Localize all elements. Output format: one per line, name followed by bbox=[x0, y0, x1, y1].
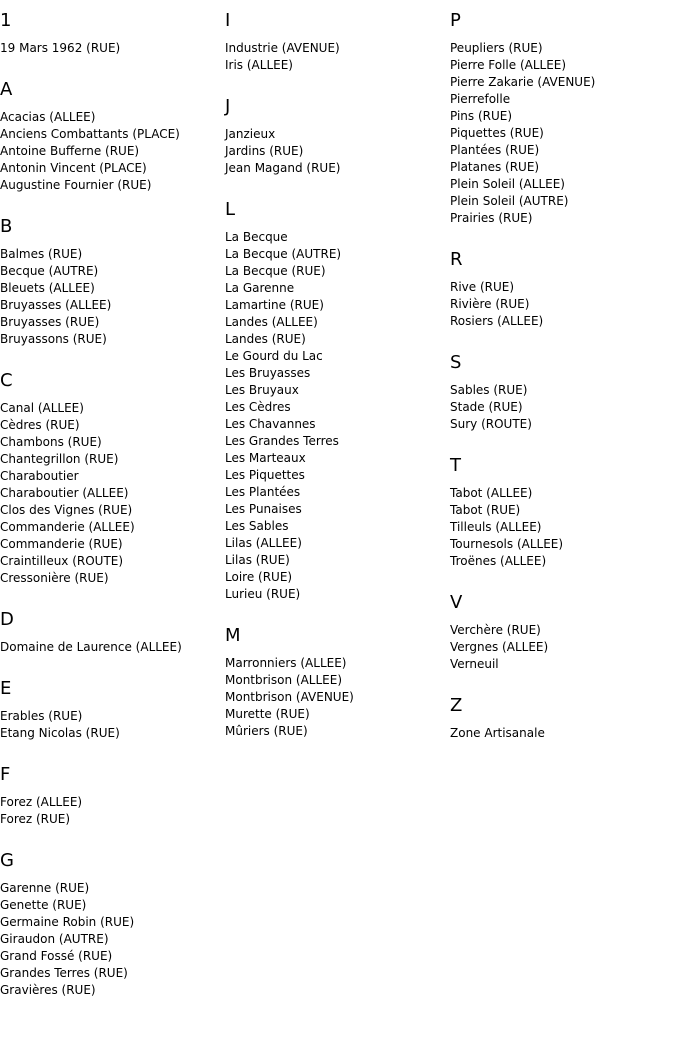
street-link[interactable]: Antonin Vincent (PLACE) bbox=[0, 161, 147, 175]
letter-heading: C bbox=[0, 370, 13, 391]
street-link[interactable]: Erables (RUE) bbox=[0, 709, 83, 723]
street-list-item bbox=[0, 536, 225, 553]
street-list bbox=[0, 880, 225, 999]
street-list-item bbox=[225, 552, 450, 569]
street-link[interactable]: Stade (RUE) bbox=[450, 400, 523, 414]
street-link[interactable]: Grand Fossé (RUE) bbox=[0, 949, 113, 963]
street-list-item bbox=[225, 314, 450, 331]
street-list bbox=[225, 655, 450, 740]
street-list-item bbox=[0, 639, 225, 656]
street-list-item bbox=[0, 246, 225, 263]
street-list-item bbox=[0, 982, 225, 999]
street-list-item bbox=[225, 348, 450, 365]
letter-heading: S bbox=[450, 352, 462, 373]
street-link[interactable]: Forez (RUE) bbox=[0, 812, 71, 826]
street-list-item bbox=[225, 723, 450, 740]
street-list-item bbox=[0, 434, 225, 451]
street-link[interactable]: Pins (RUE) bbox=[450, 109, 513, 123]
street-link[interactable]: Lilas (RUE) bbox=[225, 553, 290, 567]
letter-group bbox=[0, 599, 225, 656]
street-list bbox=[450, 725, 675, 742]
street-link[interactable]: Clos des Vignes (RUE) bbox=[0, 503, 133, 517]
street-link[interactable]: Pierrefolle bbox=[450, 92, 511, 106]
street-list-item bbox=[450, 553, 675, 570]
street-list bbox=[450, 40, 675, 227]
letter-heading: E bbox=[0, 678, 12, 699]
street-link[interactable]: Charaboutier (ALLEE) bbox=[0, 486, 129, 500]
street-list-item bbox=[0, 451, 225, 468]
street-list-item bbox=[450, 159, 675, 176]
street-list-item bbox=[450, 40, 675, 57]
street-list-item bbox=[0, 570, 225, 587]
street-link[interactable]: Pierre Zakarie (AVENUE) bbox=[450, 75, 596, 89]
letter-group bbox=[0, 668, 225, 742]
letter-group bbox=[0, 206, 225, 348]
street-list-item bbox=[0, 177, 225, 194]
street-list-item bbox=[225, 416, 450, 433]
street-link[interactable]: Janzieux bbox=[225, 127, 276, 141]
street-link[interactable]: Marronniers (ALLEE) bbox=[225, 656, 347, 670]
street-list-item bbox=[450, 108, 675, 125]
street-list-item bbox=[0, 40, 225, 57]
letter-heading: Z bbox=[450, 695, 463, 716]
street-list-item bbox=[0, 297, 225, 314]
street-link[interactable]: Les Plantées bbox=[225, 485, 301, 499]
street-list bbox=[0, 708, 225, 742]
letter-group bbox=[450, 0, 675, 227]
street-list bbox=[0, 639, 225, 656]
street-link[interactable]: Industrie (AVENUE) bbox=[225, 41, 340, 55]
street-list-item bbox=[450, 125, 675, 142]
street-list-item bbox=[0, 263, 225, 280]
street-list-item bbox=[0, 417, 225, 434]
letter-heading: G bbox=[0, 850, 14, 871]
street-link[interactable]: Les Sables bbox=[225, 519, 289, 533]
street-link[interactable]: Les Cèdres bbox=[225, 400, 291, 414]
street-link[interactable]: Landes (RUE) bbox=[225, 332, 306, 346]
letter-group bbox=[450, 685, 675, 742]
street-link[interactable]: Plein Soleil (AUTRE) bbox=[450, 194, 569, 208]
letter-heading: L bbox=[225, 199, 236, 220]
street-list-item bbox=[0, 553, 225, 570]
street-list-item bbox=[0, 948, 225, 965]
street-list-item bbox=[0, 126, 225, 143]
street-list-item bbox=[225, 297, 450, 314]
street-list-item bbox=[225, 450, 450, 467]
street-link[interactable]: Cressonière (RUE) bbox=[0, 571, 109, 585]
street-link[interactable]: Sury (ROUTE) bbox=[450, 417, 532, 431]
street-list-item bbox=[225, 40, 450, 57]
street-list-item bbox=[0, 109, 225, 126]
street-link[interactable]: 19 Mars 1962 (RUE) bbox=[0, 41, 121, 55]
street-link[interactable]: La Becque bbox=[225, 230, 288, 244]
street-list-item bbox=[225, 331, 450, 348]
street-list bbox=[0, 794, 225, 828]
street-index-column-3 bbox=[450, 0, 675, 754]
letter-heading: A bbox=[0, 79, 13, 100]
letter-group bbox=[450, 239, 675, 330]
street-link[interactable]: Les Punaises bbox=[225, 502, 302, 516]
letter-group bbox=[450, 445, 675, 570]
street-link[interactable]: Bruyasses (ALLEE) bbox=[0, 298, 112, 312]
street-link[interactable]: Cèdres (RUE) bbox=[0, 418, 80, 432]
street-list-item bbox=[0, 897, 225, 914]
letter-heading: I bbox=[225, 10, 231, 31]
street-link[interactable]: Le Gourd du Lac bbox=[225, 349, 323, 363]
street-list bbox=[450, 279, 675, 330]
street-list-item bbox=[0, 811, 225, 828]
street-list-item bbox=[225, 382, 450, 399]
street-link[interactable]: Becque (AUTRE) bbox=[0, 264, 99, 278]
street-list-item bbox=[225, 569, 450, 586]
street-link[interactable]: Acacias (ALLEE) bbox=[0, 110, 96, 124]
street-link[interactable]: Tabot (RUE) bbox=[450, 503, 521, 517]
street-list bbox=[225, 126, 450, 177]
street-link[interactable]: Peupliers (RUE) bbox=[450, 41, 543, 55]
street-link[interactable]: Grandes Terres (RUE) bbox=[0, 966, 128, 980]
street-list bbox=[0, 246, 225, 348]
street-link[interactable]: Plantées (RUE) bbox=[450, 143, 540, 157]
street-list-item bbox=[450, 142, 675, 159]
street-list-item bbox=[225, 655, 450, 672]
street-link[interactable]: Lilas (ALLEE) bbox=[225, 536, 302, 550]
street-list-item bbox=[450, 279, 675, 296]
letter-group bbox=[225, 189, 450, 603]
street-link[interactable]: Antoine Bufferne (RUE) bbox=[0, 144, 140, 158]
street-list-item bbox=[450, 382, 675, 399]
street-list-item bbox=[450, 725, 675, 742]
street-link[interactable]: Canal (ALLEE) bbox=[0, 401, 84, 415]
street-link[interactable]: Lamartine (RUE) bbox=[225, 298, 324, 312]
letter-heading: T bbox=[450, 455, 461, 476]
street-list-item bbox=[450, 91, 675, 108]
street-link[interactable]: Rivière (RUE) bbox=[450, 297, 530, 311]
street-link[interactable]: Mûriers (RUE) bbox=[225, 724, 308, 738]
street-list-item bbox=[450, 57, 675, 74]
letter-group bbox=[0, 754, 225, 828]
street-list-item bbox=[0, 914, 225, 931]
street-link[interactable]: Verchère (RUE) bbox=[450, 623, 541, 637]
street-link[interactable]: Plein Soleil (ALLEE) bbox=[450, 177, 565, 191]
street-link[interactable]: Vergnes (ALLEE) bbox=[450, 640, 549, 654]
street-list-item bbox=[0, 314, 225, 331]
street-list bbox=[0, 109, 225, 194]
street-list-item bbox=[450, 399, 675, 416]
street-link[interactable]: Tilleuls (ALLEE) bbox=[450, 520, 542, 534]
street-list-item bbox=[0, 160, 225, 177]
street-link[interactable]: Forez (ALLEE) bbox=[0, 795, 83, 809]
street-link[interactable]: Giraudon (AUTRE) bbox=[0, 932, 109, 946]
street-link[interactable]: Bruyassons (RUE) bbox=[0, 332, 107, 346]
letter-group bbox=[0, 0, 225, 57]
letter-heading: F bbox=[0, 764, 11, 785]
street-link[interactable]: Landes (ALLEE) bbox=[225, 315, 318, 329]
letter-group bbox=[225, 615, 450, 740]
street-link[interactable]: Bruyasses (RUE) bbox=[0, 315, 100, 329]
street-list-item bbox=[225, 263, 450, 280]
street-link[interactable]: Montbrison (AVENUE) bbox=[225, 690, 354, 704]
street-link[interactable]: Les Bruyaux bbox=[225, 383, 299, 397]
street-link[interactable]: Les Chavannes bbox=[225, 417, 316, 431]
letter-heading: B bbox=[0, 216, 13, 237]
street-link[interactable]: Troënes (ALLEE) bbox=[450, 554, 547, 568]
letter-heading: D bbox=[0, 609, 14, 630]
street-link[interactable]: Garenne (RUE) bbox=[0, 881, 90, 895]
street-list bbox=[450, 622, 675, 673]
street-list-item bbox=[225, 586, 450, 603]
street-list-item bbox=[0, 794, 225, 811]
street-link[interactable]: Les Grandes Terres bbox=[225, 434, 339, 448]
street-list-item bbox=[450, 296, 675, 313]
street-list-item bbox=[0, 331, 225, 348]
street-list-item bbox=[0, 931, 225, 948]
letter-group bbox=[450, 342, 675, 433]
letter-group bbox=[0, 840, 225, 999]
letter-group bbox=[0, 69, 225, 194]
street-list-item bbox=[450, 485, 675, 502]
street-link[interactable]: Verneuil bbox=[450, 657, 499, 671]
street-list-item bbox=[450, 639, 675, 656]
street-list-item bbox=[225, 399, 450, 416]
street-list-item bbox=[225, 689, 450, 706]
street-link[interactable]: La Garenne bbox=[225, 281, 295, 295]
street-link[interactable]: Craintilleux (ROUTE) bbox=[0, 554, 124, 568]
street-link[interactable]: Prairies (RUE) bbox=[450, 211, 533, 225]
street-list-item bbox=[225, 365, 450, 382]
letter-heading: R bbox=[450, 249, 463, 270]
street-list-item bbox=[0, 280, 225, 297]
street-link[interactable]: Sables (RUE) bbox=[450, 383, 528, 397]
street-link[interactable]: Augustine Fournier (RUE) bbox=[0, 178, 152, 192]
letter-heading: V bbox=[450, 592, 463, 613]
street-link[interactable]: Les Bruyasses bbox=[225, 366, 311, 380]
street-link[interactable]: Les Piquettes bbox=[225, 468, 305, 482]
street-link[interactable]: Lurieu (RUE) bbox=[225, 587, 301, 601]
street-link[interactable]: Rive (RUE) bbox=[450, 280, 515, 294]
street-list-item bbox=[450, 210, 675, 227]
street-link[interactable]: Genette (RUE) bbox=[0, 898, 87, 912]
letter-group bbox=[0, 360, 225, 587]
street-link[interactable]: Jardins (RUE) bbox=[225, 144, 304, 158]
street-link[interactable]: Charaboutier bbox=[0, 469, 79, 483]
street-list bbox=[450, 485, 675, 570]
street-link[interactable]: Domaine de Laurence (ALLEE) bbox=[0, 640, 182, 654]
street-list-item bbox=[0, 519, 225, 536]
letter-group bbox=[225, 86, 450, 177]
street-list-item bbox=[450, 656, 675, 673]
street-link[interactable]: La Becque (AUTRE) bbox=[225, 247, 342, 261]
street-list-item bbox=[225, 229, 450, 246]
letter-heading: M bbox=[225, 625, 241, 646]
street-link[interactable]: Commanderie (ALLEE) bbox=[0, 520, 135, 534]
street-list-item bbox=[225, 706, 450, 723]
street-link[interactable]: Iris (ALLEE) bbox=[225, 58, 293, 72]
street-list-item bbox=[225, 518, 450, 535]
street-link[interactable]: Etang Nicolas (RUE) bbox=[0, 726, 120, 740]
street-link[interactable]: Loire (RUE) bbox=[225, 570, 293, 584]
street-list-item bbox=[450, 74, 675, 91]
street-list-item bbox=[225, 57, 450, 74]
letter-heading: J bbox=[225, 96, 231, 117]
street-list-item bbox=[0, 708, 225, 725]
street-link[interactable]: Chantegrillon (RUE) bbox=[0, 452, 119, 466]
street-list bbox=[225, 40, 450, 74]
street-list-item bbox=[450, 622, 675, 639]
street-list-item bbox=[225, 672, 450, 689]
street-list-item bbox=[450, 416, 675, 433]
street-link[interactable]: Chambons (RUE) bbox=[0, 435, 102, 449]
street-list-item bbox=[0, 143, 225, 160]
street-link[interactable]: Commanderie (RUE) bbox=[0, 537, 123, 551]
street-list-item bbox=[225, 160, 450, 177]
street-link[interactable]: Les Marteaux bbox=[225, 451, 306, 465]
street-link[interactable]: Jean Magand (RUE) bbox=[225, 161, 341, 175]
street-list-item bbox=[0, 468, 225, 485]
street-list-item bbox=[450, 313, 675, 330]
street-link[interactable]: Tournesols (ALLEE) bbox=[450, 537, 564, 551]
street-list-item bbox=[225, 467, 450, 484]
street-list bbox=[0, 400, 225, 587]
street-link[interactable]: Murette (RUE) bbox=[225, 707, 310, 721]
street-list-item bbox=[225, 433, 450, 450]
street-list-item bbox=[450, 193, 675, 210]
street-link[interactable]: Pierre Folle (ALLEE) bbox=[450, 58, 567, 72]
street-list-item bbox=[0, 965, 225, 982]
street-list-item bbox=[225, 143, 450, 160]
street-list-item bbox=[225, 501, 450, 518]
street-list-item bbox=[0, 725, 225, 742]
street-link[interactable]: Tabot (ALLEE) bbox=[450, 486, 533, 500]
street-link[interactable]: Platanes (RUE) bbox=[450, 160, 540, 174]
street-list-item bbox=[450, 536, 675, 553]
street-link[interactable]: La Becque (RUE) bbox=[225, 264, 326, 278]
street-list-item bbox=[0, 502, 225, 519]
street-list bbox=[0, 40, 225, 57]
street-link[interactable]: Germaine Robin (RUE) bbox=[0, 915, 135, 929]
street-list-item bbox=[450, 502, 675, 519]
street-list-item bbox=[225, 535, 450, 552]
street-link[interactable]: Zone Artisanale bbox=[450, 726, 545, 740]
street-list bbox=[225, 229, 450, 603]
street-link[interactable]: Montbrison (ALLEE) bbox=[225, 673, 343, 687]
letter-heading: 1 bbox=[0, 10, 12, 31]
street-list-item bbox=[225, 484, 450, 501]
street-link[interactable]: Gravières (RUE) bbox=[0, 983, 96, 997]
street-link[interactable]: Bleuets (ALLEE) bbox=[0, 281, 95, 295]
street-link[interactable]: Rosiers (ALLEE) bbox=[450, 314, 544, 328]
street-list-item bbox=[0, 485, 225, 502]
street-list-item bbox=[225, 126, 450, 143]
letter-group bbox=[225, 0, 450, 74]
street-list-item bbox=[450, 519, 675, 536]
street-index-column-2 bbox=[225, 0, 450, 752]
street-link[interactable]: Anciens Combattants (PLACE) bbox=[0, 127, 180, 141]
letter-group bbox=[450, 582, 675, 673]
street-list bbox=[450, 382, 675, 433]
street-list-item bbox=[225, 280, 450, 297]
street-index-column-1 bbox=[0, 0, 225, 1011]
street-link[interactable]: Balmes (RUE) bbox=[0, 247, 83, 261]
letter-heading: P bbox=[450, 10, 461, 31]
street-list-item bbox=[0, 400, 225, 417]
street-list-item bbox=[225, 246, 450, 263]
street-list-item bbox=[450, 176, 675, 193]
street-link[interactable]: Piquettes (RUE) bbox=[450, 126, 544, 140]
street-list-item bbox=[0, 880, 225, 897]
